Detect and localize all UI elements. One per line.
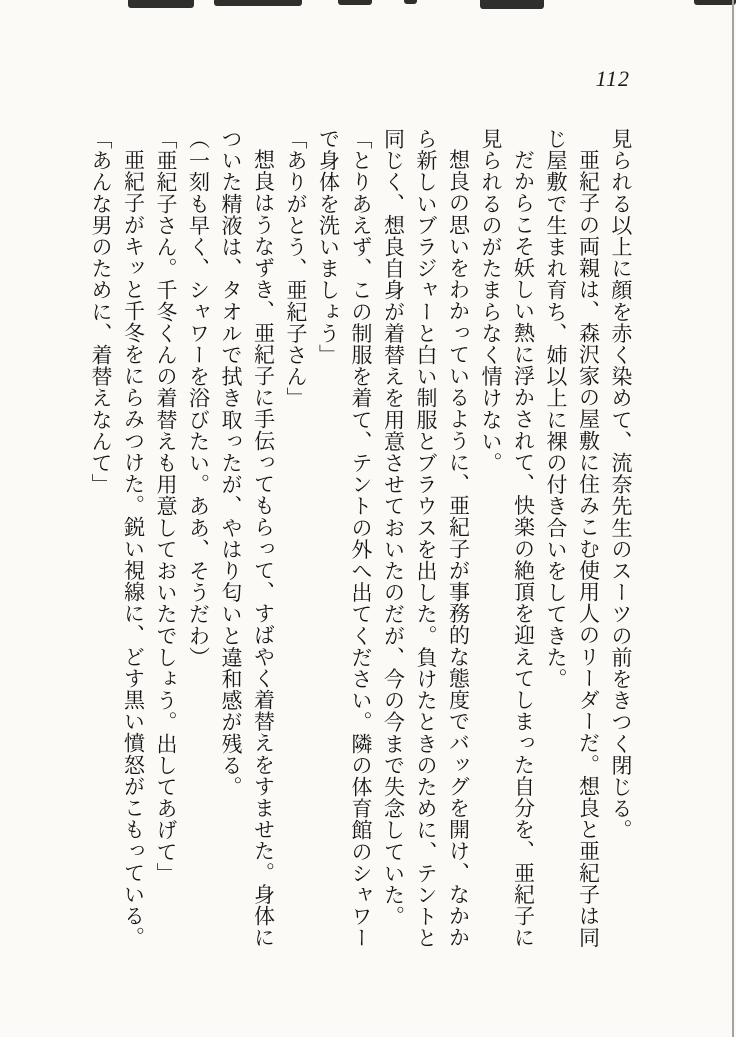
paragraph: だからこそ妖しい熱に浮かされて、快楽の絶頂を迎えてしまった自分を、亜紀子に見られるのがたまらなく情けない。 [479,128,536,949]
paragraph: 想良はうなずき、亜紀子に手伝ってもらって、すばやく着替えをすませた。身体についた精液は、タオルで拭き取ったが、やはり匂いと違和感が残る。 [219,128,276,949]
scan-artifact [128,0,194,8]
page-number: 112 [595,66,630,91]
paragraph: （一刻も早く、シャワーを浴びたい。ああ、そうだわ） [186,128,211,668]
paragraph: 亜紀子がキッと千冬をにらみつけた。鋭い視線に、どす黒い憤怒がこもっている。 [121,149,146,949]
scan-artifact [694,0,736,5]
paragraph: 「とりあえず、この制服を着て、テントの外へ出てください。隣の体育館のシャワーで身体を洗いましょう」 [316,128,373,949]
page-edge-line [732,0,734,1037]
paragraph: 「ありがとう、亜紀子さん」 [284,128,308,409]
body-text [81,128,637,951]
scan-artifact [404,0,417,4]
paragraph: 亜紀子の両親は、森沢家の屋敷に住みこむ使用人のリーダーだ。想良と亜紀子は同じ屋敷で生まれ育ち、姉以上に裸の付き合いをしてきた。 [544,128,601,949]
scan-artifact [338,0,372,5]
paragraph: 「亜紀子さん。千冬くんの着替えも用意しておいたでしょう。出してあげて」 [154,128,178,884]
paragraph: 「あんな男のために、着替えなんて」 [89,128,113,496]
paragraph: 見られる以上に顔を赤く染めて、流奈先生のスーツの前をきつく閉じる。 [609,128,633,841]
scan-artifact [480,0,544,9]
scan-artifact [214,0,302,6]
paragraph: 想良の思いをわかっているように、亜紀子が事務的な態度でバッグを開け、なかから新しいブラジャーと白い制服とブラウスを出した。負けたときのために、テントと同じく、想良自身が着替えを用意させておいたのだが、今の今まで失念していた。 [381,128,471,949]
